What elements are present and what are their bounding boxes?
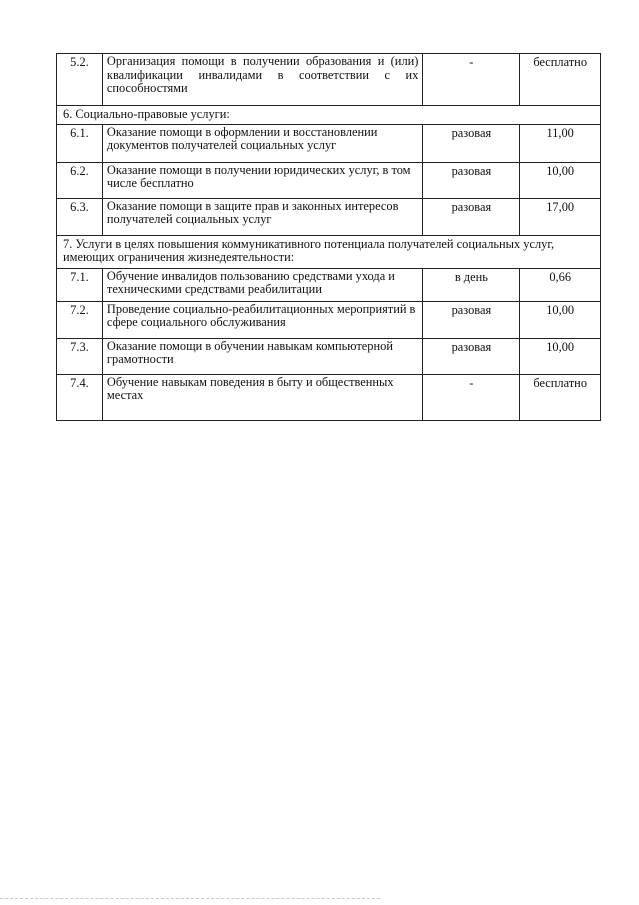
service-description: Обучение инвалидов пользованию средствами ухода и техническими средствами реабилитации (102, 268, 422, 301)
row-number: 6.2. (57, 162, 103, 198)
section-heading: 6. Социально-правовые услуги: (57, 106, 601, 125)
service-description: Оказание помощи в обучении навыкам компьютерной грамотности (102, 338, 422, 374)
row-number: 5.2. (57, 54, 103, 106)
service-frequency: разовая (423, 124, 520, 162)
row-number: 7.2. (57, 301, 103, 338)
section-heading: 7. Услуги в целях повышения коммуникативного потенциала получателей социальных услуг, имеющих ограничения жизнедеятельности: (57, 235, 601, 268)
row-number: 6.1. (57, 124, 103, 162)
scan-edge-line (0, 898, 380, 899)
service-price: бесплатно (520, 374, 601, 420)
service-price: 0,66 (520, 268, 601, 301)
service-frequency: разовая (423, 162, 520, 198)
table-row (57, 124, 601, 162)
service-description: Обучение навыкам поведения в быту и общественных местах (102, 374, 422, 420)
service-description: Оказание помощи в получении юридических услуг, в том числе бесплатно (102, 162, 422, 198)
table-row (57, 268, 601, 301)
row-number: 7.4. (57, 374, 103, 420)
service-frequency: разовая (423, 338, 520, 374)
service-price: 10,00 (520, 162, 601, 198)
table-row (57, 338, 601, 374)
service-price: 11,00 (520, 124, 601, 162)
table-row (57, 374, 601, 420)
row-number: 7.3. (57, 338, 103, 374)
service-description: Организация помощи в получении образования и (или) квалификации инвалидами в соответствии с их способностями (102, 54, 422, 106)
service-frequency: - (423, 54, 520, 106)
service-price: 10,00 (520, 338, 601, 374)
table-row (57, 54, 601, 106)
service-price: 10,00 (520, 301, 601, 338)
service-frequency: - (423, 374, 520, 420)
row-number: 7.1. (57, 268, 103, 301)
service-price: бесплатно (520, 54, 601, 106)
table-row (57, 301, 601, 338)
service-frequency: разовая (423, 198, 520, 235)
service-description: Оказание помощи в защите прав и законных интересов получателей социальных услуг (102, 198, 422, 235)
table-row (57, 162, 601, 198)
service-description: Оказание помощи в оформлении и восстановлении документов получателей социальных услуг (102, 124, 422, 162)
section-row (57, 235, 601, 268)
service-price: 17,00 (520, 198, 601, 235)
service-frequency: в день (423, 268, 520, 301)
services-table (56, 53, 601, 421)
service-description: Проведение социально-реабилитационных мероприятий в сфере социального обслуживания (102, 301, 422, 338)
service-frequency: разовая (423, 301, 520, 338)
table-row (57, 198, 601, 235)
row-number: 6.3. (57, 198, 103, 235)
section-row (57, 106, 601, 125)
